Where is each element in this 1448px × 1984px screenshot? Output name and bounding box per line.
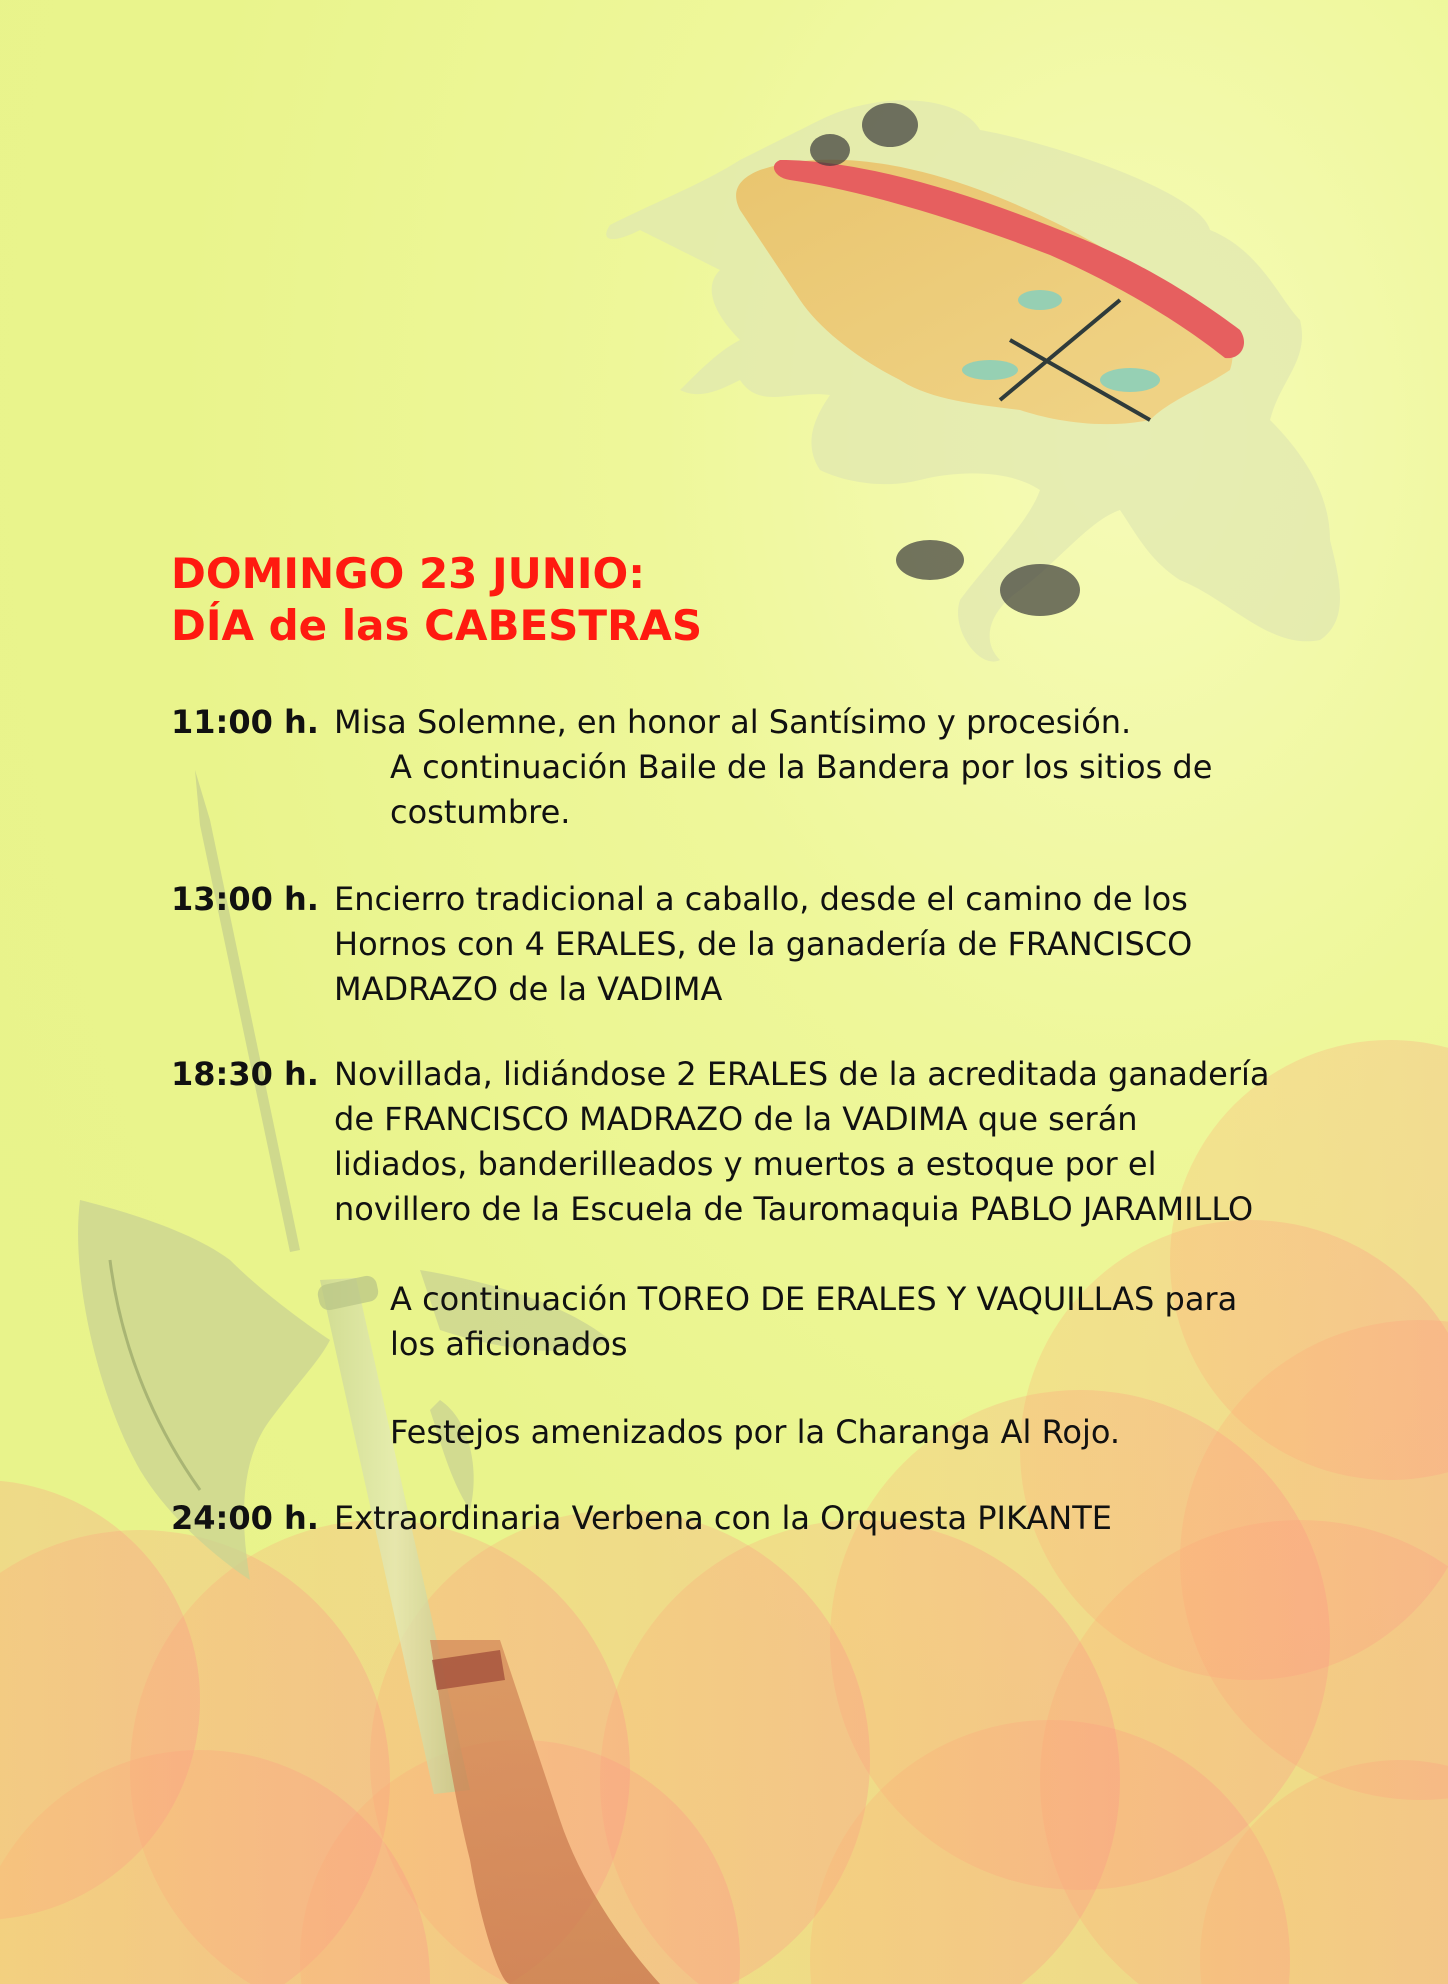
event-description: Extraordinaria Verbena con la Orquesta PIKANTE [334, 1499, 1112, 1537]
continuation-line: costumbre. [390, 793, 571, 831]
event-description [334, 877, 1192, 1012]
description-line: lidiados, banderilleados y muertos a estoque por el [334, 1145, 1157, 1183]
description-line: Hornos con 4 ERALES, de la ganadería de FRANCISCO [334, 925, 1193, 963]
description-line: MADRAZO de la VADIMA [334, 970, 723, 1008]
description-line: Novillada, lidiándose 2 ERALES de la acreditada ganadería [334, 1055, 1270, 1093]
description-line: novillero de la Escuela de Tauromaquia PABLO JARAMILLO [334, 1190, 1254, 1228]
event-time: 18:30 h. [171, 1055, 319, 1093]
description-line: de FRANCISCO MADRAZO de la VADIMA que serán [334, 1100, 1138, 1138]
event-note [390, 1277, 1237, 1367]
note-line: A continuación TOREO DE ERALES Y VAQUILLAS para [390, 1280, 1238, 1318]
event-continuation [390, 745, 1212, 835]
event-description [334, 1052, 1270, 1232]
event-time: 13:00 h. [171, 880, 319, 918]
description-line: Encierro tradicional a caballo, desde el camino de los [334, 880, 1188, 918]
page-title [171, 548, 702, 652]
note-line: los aficionados [390, 1325, 628, 1363]
event-time: 24:00 h. [171, 1499, 319, 1537]
title-line-1: DOMINGO 23 JUNIO: [171, 549, 646, 598]
event-time: 11:00 h. [171, 703, 319, 741]
note-line: Festejos amenizados por la Charanga Al Rojo. [390, 1413, 1121, 1451]
title-line-2: DÍA de las CABESTRAS [171, 601, 703, 650]
event-note [390, 1410, 1120, 1455]
event-description: Misa Solemne, en honor al Santísimo y procesión. [334, 703, 1132, 741]
continuation-line: A continuación Baile de la Bandera por los sitios de [390, 748, 1213, 786]
